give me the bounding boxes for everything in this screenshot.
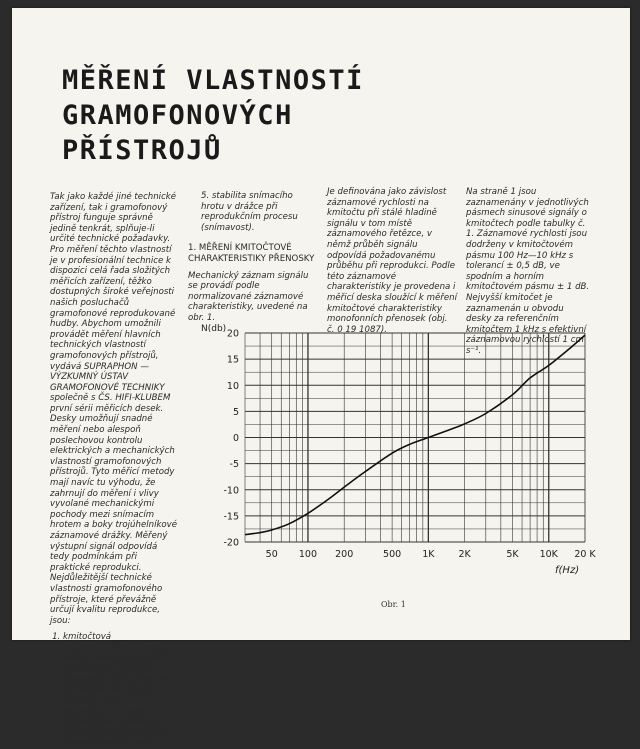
chart-svg bbox=[180, 318, 600, 618]
side-one-paragraph: Na straně 1 jsou zaznamenány v jednotlivých pásmech sinusové signály o kmitočtech podle tabulky č. 1. Záznamové rychlosti jsou dodrženy v kmitočtovém pásmu 100 Hz—10 kHz s tolerancí ± 0,5 dB, ve spodním a horním kmitočtovém pásmu ± 1 dB. Nejvyšší kmitočet je zaznamenán u obvodu desky za referenčním kmitočtem 1 kHz s efektivní záznamovou rychlostí 1 cm s⁻¹. bbox=[466, 187, 590, 356]
list-item-text: stabilita snímacího hrotu v drážce při reprodukčním procesu (snímavost). bbox=[201, 191, 298, 233]
x-tick-label: 500 bbox=[383, 549, 402, 560]
definition-paragraph: Je definována jako závislost záznamové rychlosti na kmitočtu při stálé hladině signálu v tom místě záznamového řetězce, v němž průběh signálu odpovídá požadovanému průběhu při reprodukci. Podle této záznamové charakteristiky je provedena i měřicí deska sloužící k měření kmitočtové charakteristiky monofonních přenosek (obj. č. 0 19 1087). bbox=[327, 187, 457, 335]
x-tick-label: 20 K bbox=[574, 549, 596, 560]
section-paragraph: Mechanický záznam signálu se provádí podle normalizované záznamové charakteristiky, uvedené na obr. 1. bbox=[188, 270, 309, 323]
properties-list bbox=[50, 632, 178, 749]
text-column-1 bbox=[50, 192, 178, 749]
title-line-2: GRAMOFONOVÝCH bbox=[62, 100, 293, 131]
title-line-1: MĚŘENÍ VLASTNOSTÍ bbox=[62, 65, 364, 96]
list-item: 4. kolísání rychlosti otáčení gramofonového talíře bbox=[63, 728, 178, 749]
x-tick-label: 100 bbox=[298, 549, 318, 560]
intro-paragraph: Tak jako každé jiné technické zařízení, tak i gramofonový přístroj funguje správně jedině tenkrát, splňuje-li určité technické požadavky. Pro měření těchto vlastností je v profesionální technice k dispozici celá řada složitých měřicích zařízení, těžko dostupných široké veřejnosti našich posluchačů gramofonové reprodukované hudby. Abychom umožnili provádět měření hlavních technických vlastností gramofonových přístrojů, vydává SUPRAPHON — VÝZKUMNÝ ÚSTAV GRAMOFONOVÉ TECHNIKY společně s ČS. HIFI-KLUBEM první sérii měřicích desek. Desky umožňují snadné měření nebo alespoň poslechovou kontrolu elektrických a mechanických vlastností gramofonových přístrojů. Tyto měřicí metody mají navíc tu výhodu, že zahrnují do měření i vlivy vyvolané mechanickými pochody mezi snímacím hrotem a boky trojúhelníkové záznamové drážky. Měřený výstupní signál odpovídá tedy podmínkám při praktické reprodukci. bbox=[50, 192, 178, 573]
x-tick-label: 2K bbox=[458, 549, 471, 560]
y-axis-label: N(db) bbox=[201, 324, 227, 334]
list-item: 1. kmitočtová charakteristika přenosky bbox=[63, 632, 178, 653]
y-tick-label: -10 bbox=[223, 485, 239, 497]
section-heading: 1. MĚŘENÍ KMITOČTOVÉ CHARAKTERISTIKY PŘENOSKY bbox=[188, 243, 315, 264]
y-tick-label: -15 bbox=[223, 511, 239, 523]
y-tick-label: -5 bbox=[229, 459, 239, 471]
figure-caption: Obr. 1 bbox=[381, 600, 406, 609]
x-tick-label: 50 bbox=[265, 549, 278, 560]
y-tick-label: 10 bbox=[226, 380, 239, 392]
y-tick-label: 5 bbox=[232, 406, 239, 418]
list-item: 2. odstup rušivých napětí vyvolaných chvěním gramofonového přístroje od užitečného signálu bbox=[63, 654, 178, 696]
x-tick-label: 10K bbox=[539, 549, 558, 560]
text-column-2 bbox=[188, 191, 318, 324]
list-item-number: 5. bbox=[201, 191, 210, 201]
frequency-response-chart bbox=[180, 318, 600, 618]
title-line-3: PŘÍSTROJŮ bbox=[62, 135, 222, 166]
y-tick-label: -20 bbox=[223, 537, 239, 549]
properties-paragraph: Nejdůležitější technické vlastnosti gramofonového přístroje, které převážně určují kvalitu reprodukce, jsou: bbox=[50, 573, 163, 626]
text-column-3 bbox=[327, 187, 457, 335]
x-axis-label: f(Hz) bbox=[555, 565, 580, 576]
y-tick-label: 15 bbox=[226, 354, 239, 366]
x-tick-label: 5K bbox=[506, 549, 519, 560]
list-item-5 bbox=[188, 191, 318, 233]
list-item: 3. přeslech mezi jednotlivými kanály stereofonních přenosek bbox=[63, 696, 178, 728]
page-title bbox=[62, 63, 364, 168]
x-tick-label: 200 bbox=[335, 549, 354, 560]
y-tick-label: 0 bbox=[232, 433, 239, 444]
y-tick-label: 20 bbox=[226, 328, 239, 340]
x-tick-label: 1K bbox=[422, 549, 435, 560]
